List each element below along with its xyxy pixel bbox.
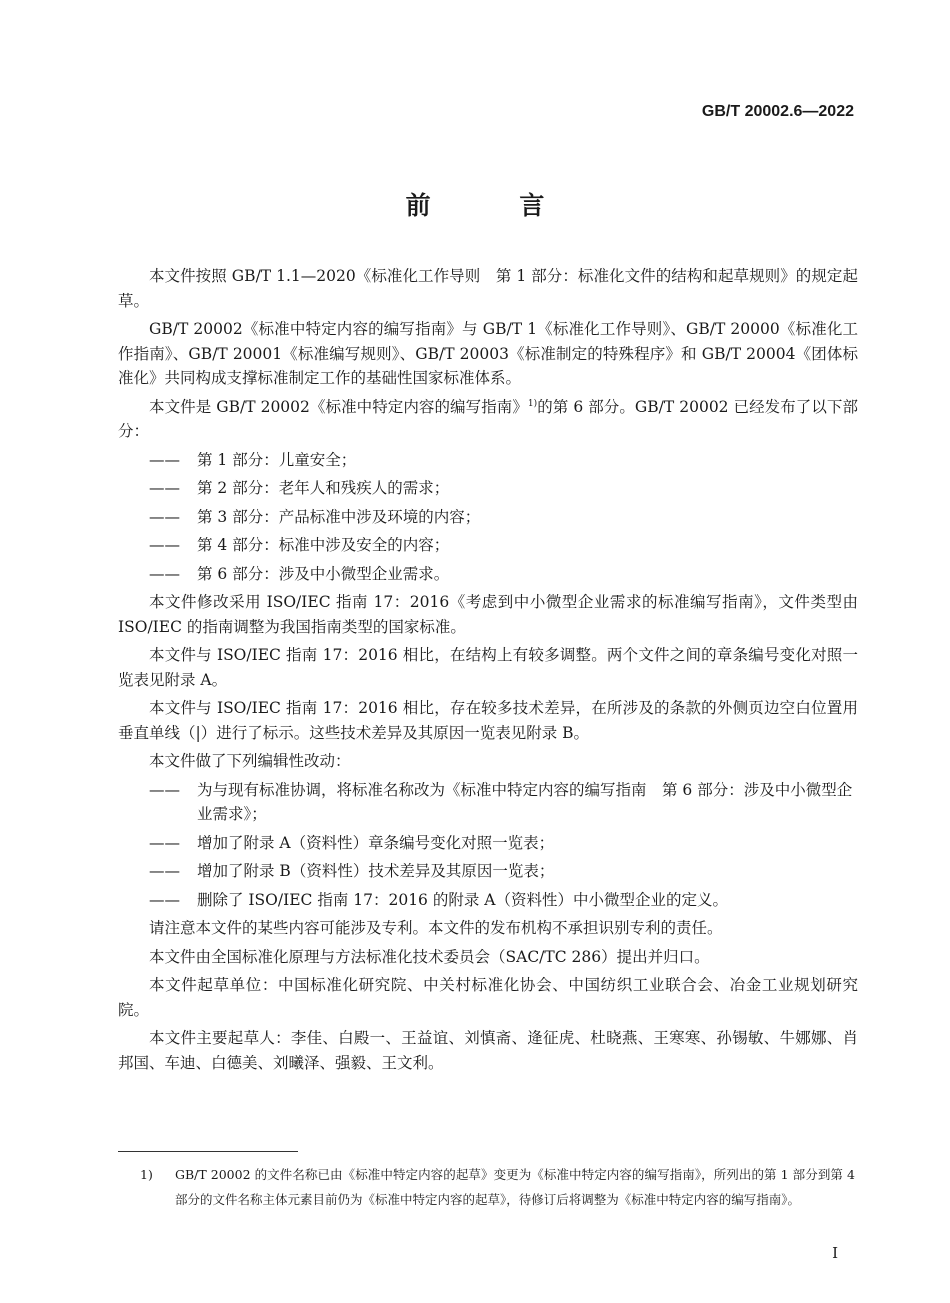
page-number: I xyxy=(832,1244,838,1262)
dash-marker: —— xyxy=(149,890,180,909)
footnote xyxy=(140,1162,855,1212)
list-item-text: 第 4 部分：标准中涉及安全的内容； xyxy=(197,536,450,554)
foreword-body xyxy=(118,264,858,1079)
dash-marker: —— xyxy=(149,780,180,799)
dash-marker: —— xyxy=(149,833,180,852)
list-item-text: 增加了附录 A（资料性）章条编号变化对照一览表； xyxy=(197,833,555,852)
list-item xyxy=(149,448,858,473)
dash-marker: —— xyxy=(149,862,180,880)
page-title: 前 言 xyxy=(405,191,585,220)
dash-marker: —— xyxy=(149,536,180,554)
footnote-mark: 1) xyxy=(140,1167,153,1182)
paragraph-text: 本文件是 GB/T 20002《标准中特定内容的编写指南》 xyxy=(149,397,528,416)
list-item-text: 删除了 ISO/IEC 指南 17：2016 的附录 A（资料性）中小微型企业的定义。 xyxy=(197,890,728,909)
paragraph xyxy=(118,395,858,444)
paragraph: 本文件按照 GB/T 1.1—2020《标准化工作导则 第 1 部分：标准化文件的结构和起草规则》的规定起草。 xyxy=(118,267,858,310)
parts-list xyxy=(118,448,858,587)
paragraph: 本文件起草单位：中国标准化研究院、中关村标准化协会、中国纺织工业联合会、冶金工业规划研究院。 xyxy=(118,976,858,1019)
list-item xyxy=(149,888,858,913)
footnote-reference: 1) xyxy=(527,398,538,409)
paragraph: 本文件由全国标准化原理与方法标准化技术委员会（SAC/TC 286）提出并归口。 xyxy=(149,947,710,966)
dash-marker: —— xyxy=(149,479,180,497)
list-item xyxy=(149,533,858,558)
list-item xyxy=(149,476,858,501)
list-item-text: 第 6 部分：涉及中小微型企业需求。 xyxy=(197,564,450,583)
list-item xyxy=(149,778,858,827)
list-item-text: 第 2 部分：老年人和残疾人的需求； xyxy=(197,479,450,497)
list-item-text: 第 1 部分：儿童安全； xyxy=(197,450,357,469)
list-item xyxy=(149,859,858,884)
list-item-text: 增加了附录 B（资料性）技术差异及其原因一览表； xyxy=(197,862,555,880)
list-item xyxy=(149,562,858,587)
standard-number: GB/T 20002.6—2022 xyxy=(701,103,854,120)
editorial-changes-list xyxy=(118,778,858,913)
paragraph: 请注意本文件的某些内容可能涉及专利。本文件的发布机构不承担识别专利的责任。 xyxy=(149,919,723,937)
paragraph: 本文件主要起草人：李佳、白殿一、王益谊、刘慎斋、逄征虎、杜晓燕、王寒寒、孙锡敏、牛娜娜、肖邦国、车迪、白德美、刘曦泽、强毅、王文利。 xyxy=(118,1029,858,1072)
paragraph: 本文件与 ISO/IEC 指南 17：2016 相比，存在较多技术差异，在所涉及的条款的外侧页边空白位置用垂直单线（|）进行了标示。这些技术差异及其原因一览表见附录 B。 xyxy=(118,699,858,742)
paragraph: 本文件做了下列编辑性改动： xyxy=(149,752,351,770)
dash-marker: —— xyxy=(149,564,180,583)
paragraph: 本文件与 ISO/IEC 指南 17：2016 相比，在结构上有较多调整。两个文件之间的章条编号变化对照一览表见附录 A。 xyxy=(118,646,858,689)
paragraph: 本文件修改采用 ISO/IEC 指南 17：2016《考虑到中小微型企业需求的标准编写指南》，文件类型由 ISO/IEC 的指南调整为我国指南类型的国家标准。 xyxy=(118,593,858,636)
footnote-text: GB/T 20002 的文件名称已由《标准中特定内容的起草》变更为《标准中特定内容的编写指南》，所列出的第 1 部分到第 4 部分的文件名称主体元素目前仍为《标准中特定内容的起草》，待修订后将调整为《标准中特定内容的编写指南》。 xyxy=(175,1167,855,1207)
dash-marker: —— xyxy=(149,507,180,526)
list-item xyxy=(149,831,858,856)
list-item-text: 为与现有标准协调，将标准名称改为《标准中特定内容的编写指南 第 6 部分：涉及中小微型企业需求》； xyxy=(197,780,853,823)
list-item xyxy=(149,505,858,530)
dash-marker: —— xyxy=(149,450,180,469)
paragraph: GB/T 20002《标准中特定内容的编写指南》与 GB/T 1《标准化工作导则》、GB/T 20000《标准化工作指南》、GB/T 20001《标准编写规则》、GB/T 20003《标准制定的特殊程序》和 GB/T 20004《团体标准化》共同构成支撑标准制定工作的基础性国家标准体系。 xyxy=(118,320,858,387)
list-item-text: 第 3 部分：产品标准中涉及环境的内容； xyxy=(197,507,481,526)
paragraph-text: 的第 6 部分。GB/T 20002 已经发布了以下部分： xyxy=(118,397,858,440)
footnote-divider xyxy=(118,1151,298,1152)
